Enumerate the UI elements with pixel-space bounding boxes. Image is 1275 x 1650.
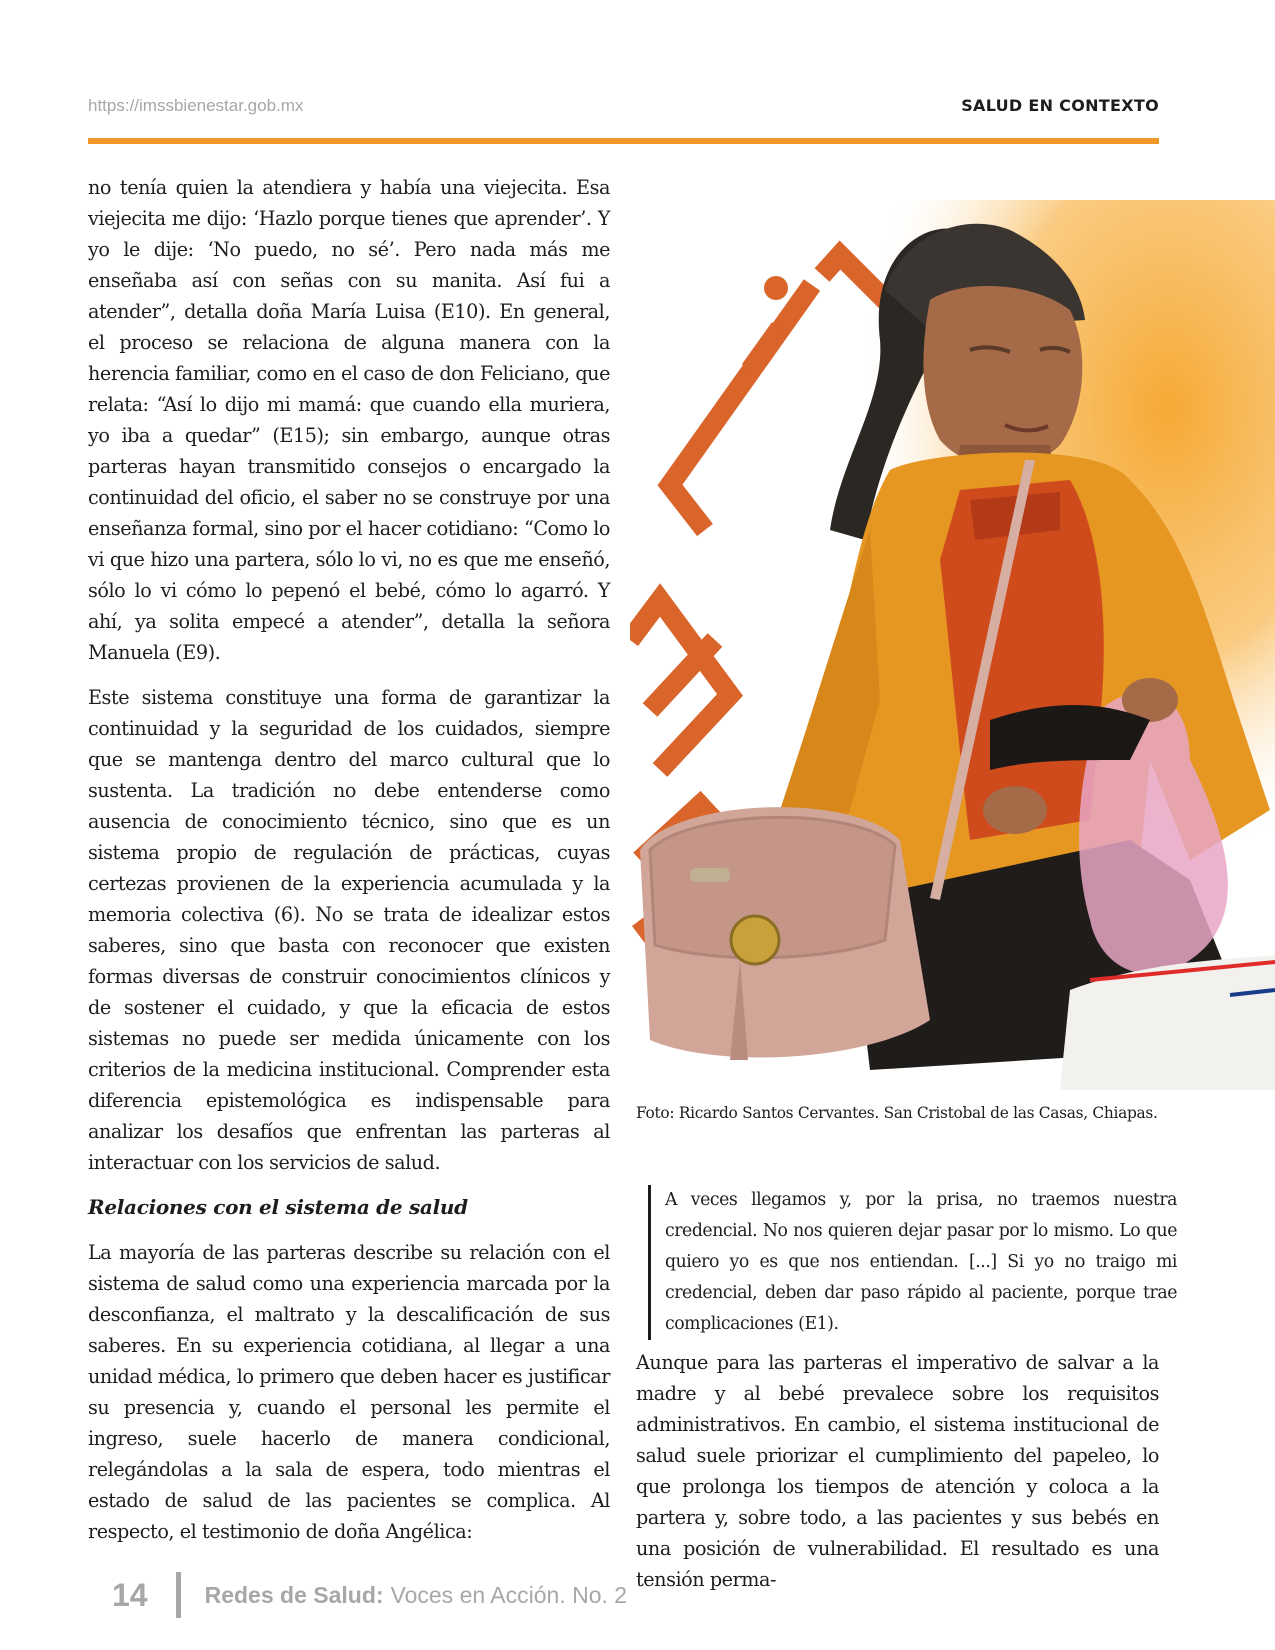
section-heading: Relaciones con el sistema de salud xyxy=(88,1195,468,1219)
header-rule xyxy=(88,138,1159,144)
body-paragraph: Este sistema constituye una forma de garantizar la continuidad y la seguridad de los cuidados, siempre que se mantenga dentro del marco cultural que lo sustenta. La tradición no debe entenderse como ausencia de conocimiento técnico, sino que es un sistema propio de regulación de prácticas, cuyas certezas provienen de la experiencia acumulada y la memoria colectiva (6). No se trata de idealizar estos saberes, sino que basta con reconocer que existen formas diversas de construir conocimientos clínicos y de sostener el cuidado, y que la eficacia de estos sistemas no puede ser medida únicamente con los criterios de la medicina institucional. Comprender esta diferencia epistemológica es indispensable para analizar los desafíos que enfrentan las parteras al interactuar con los servicios de salud. xyxy=(88,686,610,1174)
photo-caption: Foto: Ricardo Santos Cervantes. San Cristobal de las Casas, Chiapas. xyxy=(636,1104,1158,1122)
pattern-dot xyxy=(764,276,788,300)
photo-figure xyxy=(630,200,1275,1090)
publication-subtitle: Voces en Acción. No. 2 xyxy=(390,1581,628,1608)
publication-name: Redes de Salud: xyxy=(204,1581,384,1608)
header-url: https://imssbienestar.gob.mx xyxy=(88,96,304,115)
testimony-quote: A veces llegamos y, por la prisa, no traemos nuestra credencial. No nos quieren dejar pasar por lo mismo. Lo que quiero yo es que nos entiendan. [...] Si yo no traigo mi credencial, deben dar paso rápido al paciente, porque trae complicaciones (E1). xyxy=(648,1185,1177,1340)
body-paragraph: Aunque para las parteras el imperativo de salvar a la madre y al bebé prevalece sobre los requisitos administrativos. En cambio, el sistema institucional de salud suele priorizar el cumplimiento del papeleo, lo que prolonga los tiempos de atención y coloca a la partera y, sobre todo, a las pacientes y sus bebés en una posición de vulnerabilidad. El resultado es una tensión perma- xyxy=(636,1351,1159,1591)
body-paragraph: no tenía quien la atendiera y había una viejecita. Esa viejecita me dijo: ‘Hazlo porque tienes que aprender’. Y yo le dije: ‘No puedo, no sé’. Pero nada más me enseñaba así con señas con su manita. Así fui a atender”, detalla doña María Luisa (E10). En general, el proceso se relaciona de alguna manera con la herencia familiar, como en el caso de don Feliciano, que relata: “Así lo dijo mi mamá: que cuando ella muriera, yo iba a quedar” (E15); sin embargo, aunque otras parteras hayan transmitido consejos o encargado la continuidad del oficio, el saber no se construye por una enseñanza formal, sino por el hacer cotidiano: “Como lo vi que hizo una partera, sólo lo vi, no es que me enseñó, sólo lo vi cómo lo pepenó el bebé, cómo lo agarró. Y ahí, ya solita empecé a atender”, detalla la señora Manuela (E9). xyxy=(88,176,610,664)
face xyxy=(923,286,1082,467)
page-footer xyxy=(112,1570,627,1620)
handbag xyxy=(640,807,930,1060)
body-paragraph: La mayoría de las parteras describe su relación con el sistema de salud como una experiencia marcada por la desconfianza, el maltrato y la descalificación de sus saberes. En su experiencia cotidiana, al llegar a una unidad médica, lo primero que deben hacer es justificar su presencia y, cuando el personal les permite el ingreso, suele hacerlo de manera condicional, relegándolas a la sala de espera, todo mientras el estado de salud de las pacientes se complica. Al respecto, el testimonio de doña Angélica: xyxy=(88,1241,610,1543)
header-section-title: SALUD EN CONTEXTO xyxy=(961,96,1159,115)
right-column xyxy=(636,1347,1159,1609)
left-column xyxy=(88,172,610,1561)
footer-divider xyxy=(176,1572,181,1618)
midwife-photo xyxy=(630,200,1275,1090)
page-number: 14 xyxy=(112,1576,148,1613)
